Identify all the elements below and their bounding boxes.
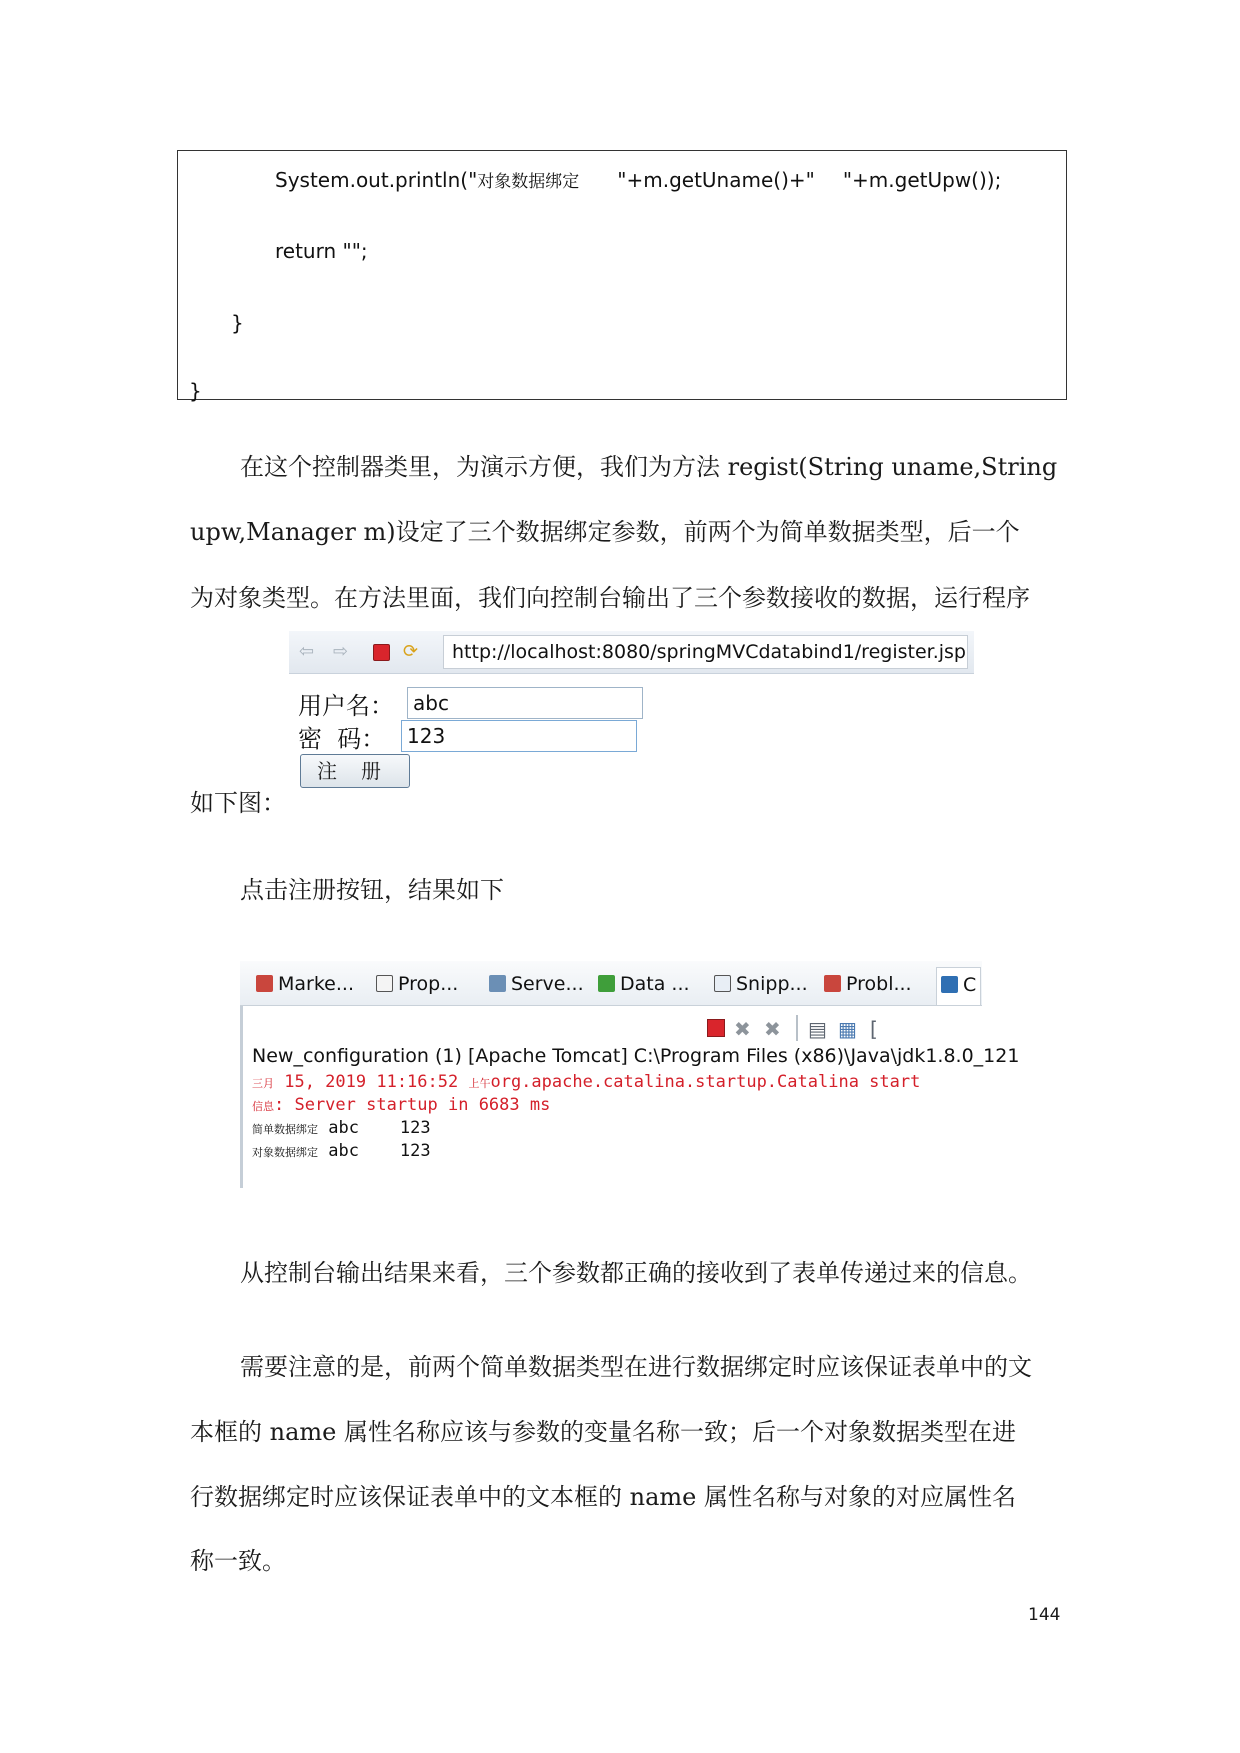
toolbar-divider [796, 1015, 798, 1041]
code-text: System.out.println(" [275, 168, 478, 192]
log-level: 信息 [252, 1100, 274, 1113]
code-text: "+m.getUname()+" [617, 168, 815, 192]
eclipse-console-screenshot [240, 961, 1020, 1188]
paragraph-line: 为对象类型。在方法里面，我们向控制台输出了三个参数接收的数据，运行程序 [190, 584, 1030, 612]
console-output-line [252, 1118, 431, 1138]
clear-console-icon[interactable]: ▤ [808, 1017, 827, 1041]
page-number: 144 [1028, 1605, 1061, 1625]
properties-icon [376, 975, 393, 992]
paragraph-line: 从控制台输出结果来看，三个参数都正确的接收到了表单传递过来的信息。 [240, 1259, 1032, 1287]
username-label: 用户名： [298, 692, 394, 720]
code-line-return: return ""; [275, 239, 368, 263]
stop-icon[interactable] [373, 644, 390, 661]
markers-icon [256, 975, 273, 992]
console-log-line [252, 1072, 920, 1092]
remove-all-icon[interactable]: ✖ [764, 1017, 781, 1041]
browser-toolbar [289, 631, 974, 674]
back-arrow-icon[interactable]: ⇦ [299, 641, 315, 662]
snippets-icon [714, 975, 731, 992]
scroll-lock-icon[interactable]: ▦ [838, 1017, 857, 1041]
password-label: 密 码： [298, 725, 386, 753]
code-line-brace-method: } [231, 311, 244, 335]
paragraph-line: upw,Manager m)设定了三个数据绑定参数，前两个为简单数据类型，后一个 [190, 518, 1020, 546]
code-block [177, 150, 1067, 403]
password-input[interactable]: 123 [401, 720, 637, 752]
paragraph-line: 行数据绑定时应该保证表单中的文本框的 name 属性名称与对象的对应属性名 [190, 1483, 1016, 1511]
problems-icon [824, 975, 841, 992]
servers-icon [489, 975, 506, 992]
log-timestamp: 15, 2019 11:16:52 [274, 1072, 469, 1092]
log-message: : Server startup in 6683 ms [274, 1095, 551, 1115]
browser-screenshot [289, 631, 974, 791]
output-values: abc 123 [318, 1141, 431, 1161]
tab-markers[interactable] [256, 973, 354, 995]
pin-console-icon[interactable]: [ [870, 1017, 878, 1041]
tab-label: Data ... [620, 973, 690, 995]
view-tab-bar [240, 961, 982, 1006]
tab-label: C [963, 974, 977, 996]
output-values: abc 123 [318, 1118, 431, 1138]
tab-label: Marke... [278, 973, 354, 995]
tab-label: Serve... [511, 973, 584, 995]
tab-snippets[interactable] [714, 973, 808, 995]
tab-label: Snipp... [736, 973, 808, 995]
paragraph-line: 需要注意的是，前两个简单数据类型在进行数据绑定时应该保证表单中的文 [240, 1353, 1032, 1381]
data-source-icon [598, 975, 615, 992]
code-text-cn: 对象数据绑定 [477, 172, 580, 192]
console-log-line [252, 1095, 550, 1115]
console-output-line [252, 1141, 431, 1161]
output-label: 简单数据绑定 [252, 1123, 318, 1136]
tab-label: Probl... [846, 973, 912, 995]
tab-label: Prop... [398, 973, 459, 995]
paragraph-line: 点击注册按钮，结果如下 [240, 876, 504, 904]
code-text: "+m.getUpw()); [842, 168, 1002, 192]
output-label: 对象数据绑定 [252, 1146, 318, 1159]
tab-data-source[interactable] [598, 973, 690, 995]
log-message: org.apache.catalina.startup.Catalina start [490, 1072, 921, 1092]
code-line-println [275, 167, 1001, 192]
refresh-icon[interactable]: ⟳ [403, 641, 419, 662]
terminate-icon[interactable] [707, 1019, 725, 1037]
paragraph-line: 称一致。 [190, 1547, 286, 1575]
paragraph-line: 在这个控制器类里，为演示方便，我们为方法 regist(String uname,String [240, 453, 1058, 481]
tab-properties[interactable] [376, 973, 458, 995]
paragraph-line: 本框的 name 属性名称应该与参数的变量名称一致；后一个对象数据类型在进 [190, 1418, 1016, 1446]
paragraph-line: 如下图： [190, 789, 286, 817]
tab-console[interactable] [936, 967, 981, 1005]
url-bar[interactable]: http://localhost:8080/springMVCdatabind1/register.jsp [443, 635, 968, 669]
launch-config-label: New_configuration (1) [Apache Tomcat] C:\Program Files (x86)\Java\jdk1.8.0_121 [252, 1045, 1020, 1067]
remove-launch-icon[interactable]: ✖ [734, 1017, 751, 1041]
tab-servers[interactable] [489, 973, 584, 995]
code-line-brace-class: } [189, 379, 202, 403]
tab-problems[interactable] [824, 973, 912, 995]
username-input[interactable]: abc [407, 687, 643, 719]
log-ampm: 上午 [468, 1077, 491, 1090]
log-month: 三月 [252, 1077, 274, 1090]
register-button[interactable]: 注册 [300, 754, 410, 788]
forward-arrow-icon[interactable]: ⇨ [333, 641, 349, 662]
console-icon [941, 976, 958, 993]
